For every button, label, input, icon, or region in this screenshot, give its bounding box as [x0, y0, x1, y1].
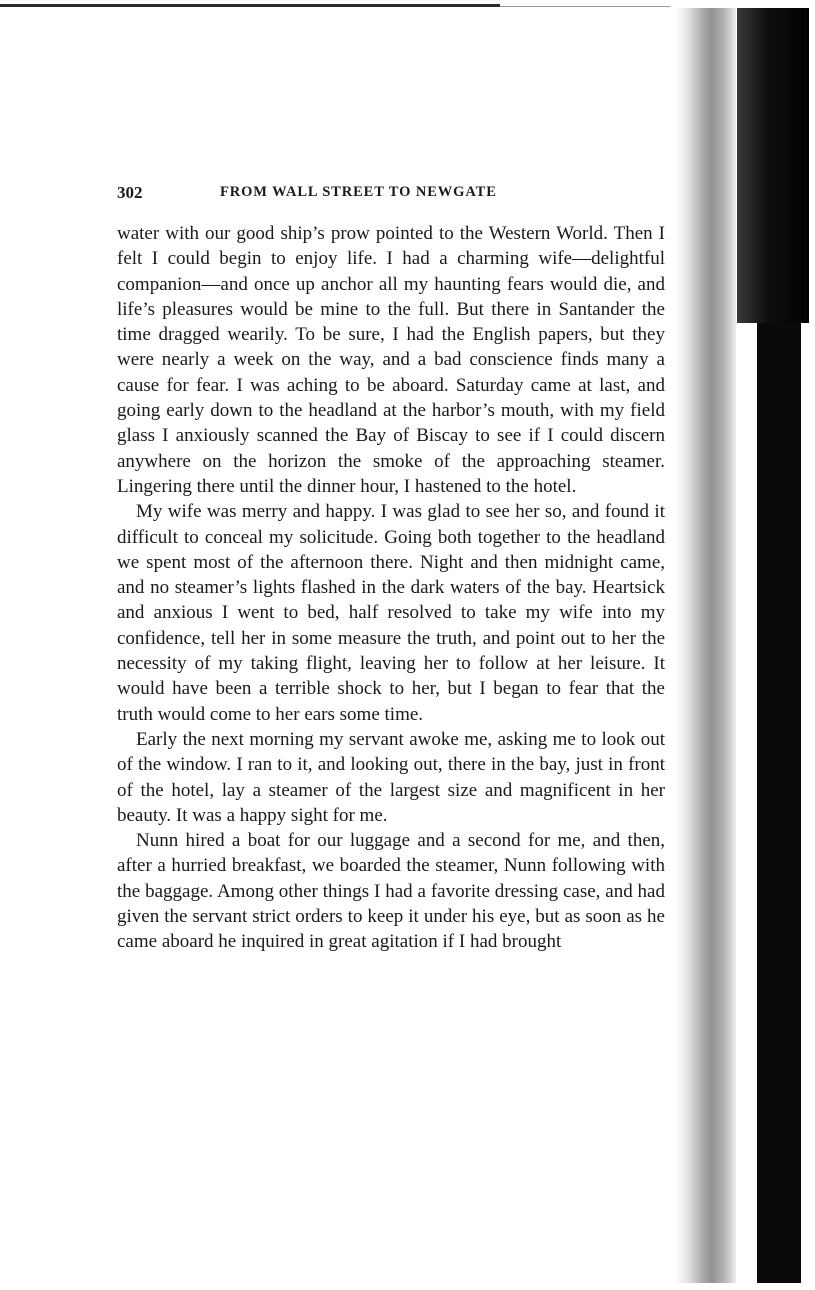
paragraph: My wife was merry and happy. I was glad to see her so, and found it difficult to conceal my solicitude. Going both together to the headland we spent most of the afternoon there. Night and then midnight came, and no steamer’s lights flashed in the dark waters of the bay. Heartsick and anxious I went to bed, half resolved to take my wife into my confidence, tell her in some measure the truth, and point out to her the necessity of my taking flight, leaving her to follow at her leisure. It would have been a terrible shock to her, but I began to fear that the truth would come to her ears some time.	[117, 501, 665, 725]
page-number: 302	[117, 183, 143, 202]
binding-gutter-shadow	[676, 8, 736, 1283]
page-edge-dark-band	[757, 323, 801, 1283]
running-head: FROM WALL STREET TO NEWGATE	[220, 184, 497, 200]
paragraph: Nunn hired a boat for our luggage and a second for me, and then, after a hurried breakfast, we boarded the steamer, Nunn following with the baggage. Among other things I had a favorite dressing case, and had given the servant strict orders to keep it under his eye, but as soon as he came aboard he inquired in great agitation if I had brought	[117, 830, 665, 953]
page-header	[117, 183, 667, 203]
paragraph: Early the next morning my servant awoke me, asking me to look out of the window. I ran to it, and looking out, there in the bay, just in front of the hotel, lay a steamer of the largest size and magnificent in her beauty. It was a happy sight for me.	[117, 728, 665, 826]
top-edge-faint-rule	[500, 6, 670, 7]
paragraph-continued: water with our good ship’s prow pointed to the Western World. Then I felt I could begin to enjoy life. I had a charming wife—delightful companion—and once up anchor all my haunting fears would die, and life’s pleasures would be mine to the full. But there in Santander the time dragged wearily. To be sure, I had the English papers, but they were nearly a week on the way, and a bad conscience finds many a cause for fear. I was aching to be aboard. Saturday came at last, and going early down to the headland at the harbor’s mouth, with my field glass I anxiously scanned the Bay of Biscay to see if I could discern anywhere on the horizon the smoke of the approaching steamer. Lingering there until the dinner hour, I hastened to the hotel.	[117, 223, 665, 497]
body-text	[117, 221, 665, 955]
top-edge-rule	[0, 4, 500, 7]
page-edge-dark-band-top	[737, 8, 809, 323]
